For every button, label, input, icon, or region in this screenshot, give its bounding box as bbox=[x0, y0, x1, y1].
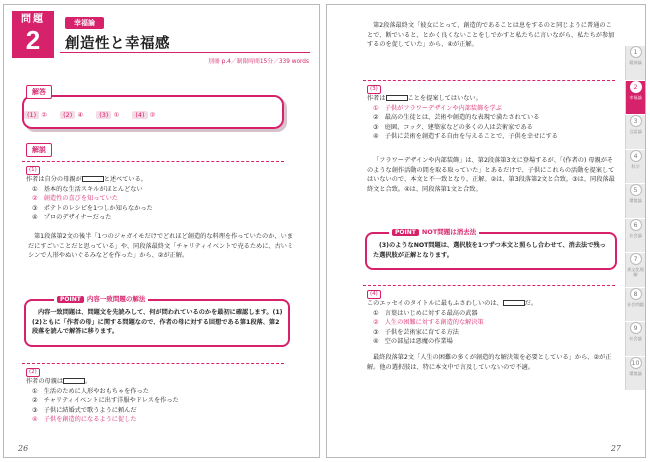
question-1: (1) 作者は自分の母親が と述べている。 ① 基本的な生活スキルがほとんどない ② 創造性の喜びを知っていた ③ ポテトのレシピを1つしか知らなかった ④ プロのデザイナーだった bbox=[26, 165, 296, 223]
option-item: ② 最高の生徒とは、芸術や創造的な表現で満たされている bbox=[373, 114, 540, 122]
option-item: ④ 空の部屋は悪魔の作業場 bbox=[373, 338, 453, 346]
chapter-tab[interactable]: 10 環境論 bbox=[625, 357, 645, 391]
page-number: 27 bbox=[610, 444, 621, 453]
option-item: ③ ポテトのレシピを1つしか知らなかった bbox=[32, 204, 153, 212]
option-item: ② チャリティイベントに出す洋服やドレスを作った bbox=[32, 397, 179, 405]
answer-item: (1) ② bbox=[24, 111, 47, 119]
question-tag: (3) bbox=[367, 85, 381, 94]
source-meta: 別冊 p.4／制限時間15分／339 words bbox=[208, 59, 309, 65]
intro-text: 第2段落最終文「彼女にとって、創造的であることは息をするのと同じように普通のことで、断でいると、とかく良くないことをしでかすと私たちに言いながら、私たちが参加するのを促していた」から、④が正解。 bbox=[367, 22, 615, 49]
explanation-text: 第1段落第2文の後半「1つのジャガイモだけでどれほど創造的な料理を作っていたのか、いまだにすごいことだと思っている」や、同段落最終文「チャリティイベントで売るために、古いミシンで人形やぬいぐるみなどを作った」から、②が正解。 bbox=[28, 233, 294, 260]
option-item-correct: ④ 子供を創造的になるように促した bbox=[32, 416, 137, 424]
question-tag: (1) bbox=[26, 166, 40, 175]
blank-box bbox=[503, 300, 525, 306]
answer-list bbox=[24, 111, 156, 119]
page-number: 26 bbox=[18, 444, 29, 453]
left-page bbox=[3, 4, 320, 458]
chapter-tab[interactable]: 7 異文化理解 bbox=[625, 253, 645, 287]
option-item: ① 基本的な生活スキルがほとんどない bbox=[32, 185, 143, 193]
chapter-tabs bbox=[625, 45, 645, 391]
title-divider bbox=[60, 52, 310, 53]
answer-item: (4) ② bbox=[132, 111, 155, 119]
point-text: 内容一致問題は、問題文を先読みして、何が問われているのかを最初に確認します。(1)(2)ともに「作者の母」に関する問題なので、作者の母に対する回想である第1段落、第2段落を読んで解答に移ります。 bbox=[32, 309, 283, 336]
question-tag: (4) bbox=[367, 290, 381, 299]
divider bbox=[363, 285, 615, 286]
explanation-text: 最終段落第2文「人生の困難の多くが創造的な解決策を必要としている」から、②が正解。他の選択肢は、特に本文中で言及していないので不適。 bbox=[367, 354, 612, 371]
chapter-tab-active[interactable]: 2 幸福論 bbox=[625, 81, 645, 115]
blank-box bbox=[82, 176, 104, 182]
category-pill: 幸福論 bbox=[65, 17, 104, 29]
option-item-correct: ② 創造性の喜びを知っていた bbox=[32, 195, 118, 203]
divider bbox=[363, 80, 615, 81]
question-tag: (2) bbox=[26, 368, 40, 377]
option-item: ① 生活のために人形やおもちゃを作った bbox=[32, 387, 149, 395]
question-4: (4) このエッセイのタイトルに最もふさわしいのは、 だ。 ① 言葉はいじめに対する最高の武器 ② 人生の困難に対する創造的な解決策 ③ 子供を芸術家に育てる方法 ④ 空の部屋は悪魔の作業場 bbox=[367, 289, 622, 347]
explanation-text: 「フラワーデザインや内部装飾」は、第2段落第3文に登場するが、「(作者の) 母親がそのような創作活動の間を取る取っていた」とあるだけで、子供にこれらの活動を提案してはいないので、本文と不一致となり、正解。②は、第3段落第2文と合致。③は、同段落最終文と合致。④は、同段落第1文と合致。 bbox=[367, 157, 615, 193]
chapter-tab[interactable]: 5 環境論 bbox=[625, 184, 645, 218]
answer-header: 解答 bbox=[26, 85, 52, 99]
blank-box bbox=[63, 378, 85, 384]
option-item: ③ 子供を芸術家に育てる方法 bbox=[373, 328, 459, 336]
answer-item: (3) ① bbox=[96, 111, 119, 119]
option-item: ④ 子供に芸術を創造する自由を与えることで、子供を幸せにする bbox=[373, 133, 558, 141]
page-title: 創造性と幸福感 bbox=[65, 36, 170, 52]
chapter-tab[interactable]: 3 言語論 bbox=[625, 115, 645, 149]
option-item: ① 言葉はいじめに対する最高の武器 bbox=[373, 309, 478, 317]
option-item-correct: ① 子供がフラワーデザインや内部装飾を学ぶ bbox=[373, 104, 502, 112]
right-page bbox=[326, 4, 646, 458]
option-item: ③ 子供に結婚式で歌うように頼んだ bbox=[32, 406, 137, 414]
point-text: (3)のようなNOT問題は、選択肢を1つずつ本文と照らし合わせて、消去法で残った選択肢が正解となります。 bbox=[373, 242, 606, 259]
point-header: POINT 内容一致問題の解法 bbox=[54, 294, 148, 303]
option-item-correct: ② 人生の困難に対する創造的な解決策 bbox=[373, 319, 484, 327]
chapter-tab[interactable]: 6 社会論 bbox=[625, 219, 645, 253]
problem-label: 問題 bbox=[21, 14, 45, 25]
divider bbox=[22, 363, 284, 364]
divider bbox=[22, 161, 284, 162]
chapter-tab[interactable]: 1 精神論 bbox=[625, 46, 645, 80]
problem-number-badge bbox=[12, 11, 54, 58]
chapter-tab[interactable]: 9 社会論 bbox=[625, 322, 645, 356]
chapter-tab[interactable]: 8 社会問題 bbox=[625, 288, 645, 322]
option-item: ④ プロのデザイナーだった bbox=[32, 214, 112, 222]
point-header: POINT NOT問題は消去法 bbox=[389, 227, 479, 236]
answer-item: (2) ④ bbox=[60, 111, 83, 119]
problem-number: 2 bbox=[25, 25, 41, 55]
explanation-header: 解説 bbox=[26, 143, 52, 157]
question-2: (2) 作者の母親は 。 ① 生活のために人形やおもちゃを作った ② チャリティイベントに出す洋服やドレスを作った ③ 子供に結婚式で歌うように頼んだ ④ 子供を創造的になるように促した bbox=[26, 367, 296, 425]
chapter-tab[interactable]: 4 科学 bbox=[625, 150, 645, 184]
option-item: ③ 庭園、コック、建築家などの多くの人は芸術家である bbox=[373, 123, 533, 131]
blank-box bbox=[386, 95, 408, 101]
question-3: (3) 作者は ことを提案してはいない。 ① 子供がフラワーデザインや内部装飾を学ぶ ② 最高の生徒とは、芸術や創造的な表現で満たされている ③ 庭園、コック、建築家などの多くの人は芸術家である ④ 子供に芸術を創造する自由を与えることで、子供を幸せにする bbox=[367, 84, 622, 142]
